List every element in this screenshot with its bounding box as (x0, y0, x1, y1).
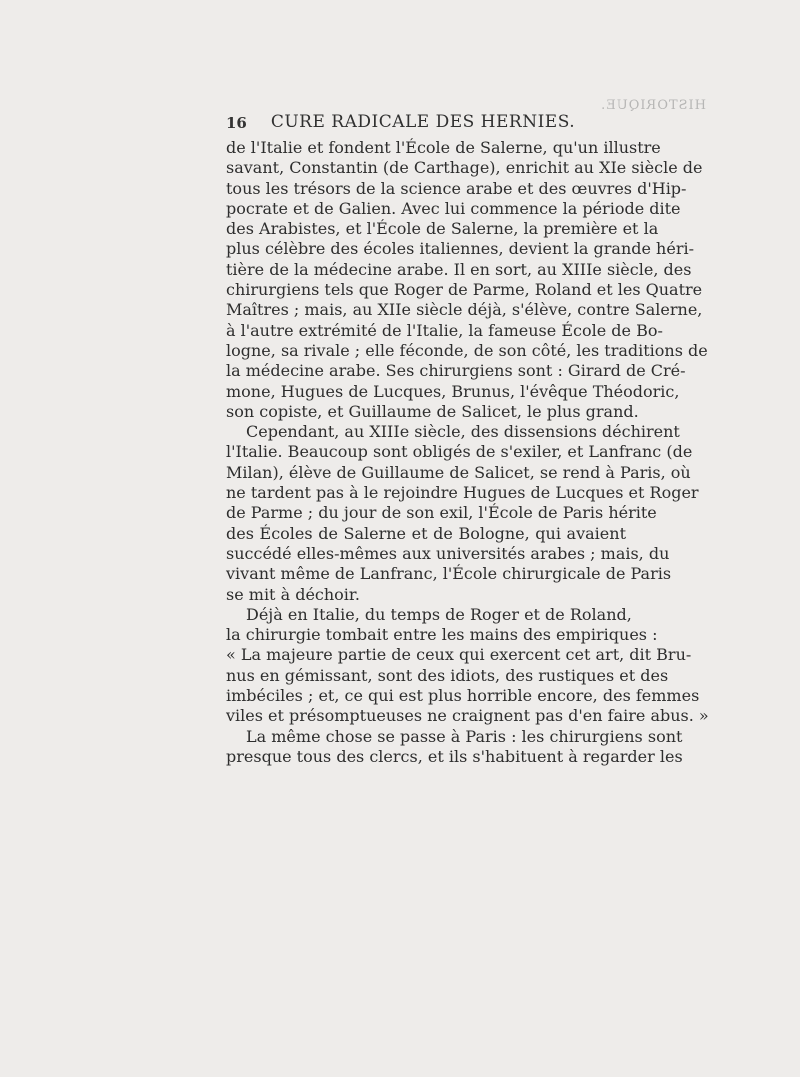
running-head: CURE RADICALE DES HERNIES. (270, 112, 576, 132)
text-line: Cependant, au XIIIe siècle, des dissensions déchirent (246, 422, 680, 442)
text-line: tous les trésors de la science arabe et des œuvres d'Hip- (226, 178, 687, 198)
text-line: viles et présomptueuses ne craignent pas d'en faire abus. » (226, 706, 709, 726)
text-line: succédé elles-mêmes aux universités arabes ; mais, du (226, 543, 670, 563)
text-line: savant, Constantin (de Carthage), enrichit au XIe siècle de (226, 158, 703, 178)
text-line: de l'Italie et fondent l'École de Salerne, qu'un illustre (226, 138, 661, 157)
body-text (226, 138, 709, 767)
text-line: logne, sa rivale ; elle féconde, de son côté, les traditions de (226, 340, 708, 360)
text-line: pocrate et de Galien. Avec lui commence la période dite (226, 198, 681, 218)
text-line: ne tardent pas à le rejoindre Hugues de Lucques et Roger (226, 483, 699, 503)
text-line: Milan), élève de Guillaume de Salicet, se rend à Paris, où (226, 462, 691, 482)
text-line: vivant même de Lanfranc, l'École chirurgicale de Paris (226, 564, 672, 584)
text-line: presque tous des clercs, et ils s'habituent à regarder les (226, 746, 683, 766)
text-line: la médecine arabe. Ses chirurgiens sont : Girard de Cré- (226, 361, 686, 381)
text-line: Maîtres ; mais, au XIIe siècle déjà, s'élève, contre Salerne, (226, 300, 703, 320)
text-line: chirurgiens tels que Roger de Parme, Roland et les Quatre (226, 280, 703, 300)
text-line: se mit à déchoir. (226, 584, 360, 604)
text-line: des Écoles de Salerne et de Bologne, qui avaient (226, 523, 626, 543)
page-number: 16 (226, 114, 247, 132)
text-line: Déjà en Italie, du temps de Roger et de Roland, (246, 604, 632, 624)
text-line: des Arabistes, et l'École de Salerne, la première et la (226, 219, 659, 239)
text-line: plus célèbre des écoles italiennes, devient la grande héri- (226, 239, 694, 259)
text-line: de Parme ; du jour de son exil, l'École de Paris hérite (226, 503, 657, 523)
text-line: son copiste, et Guillaume de Salicet, le plus grand. (226, 401, 639, 421)
text-line: à l'autre extrémité de l'Italie, la fameuse École de Bo- (226, 320, 663, 340)
text-line: tière de la médecine arabe. Il en sort, au XIIIe siècle, des (226, 259, 692, 279)
text-line: nus en gémissant, sont des idiots, des rustiques et des (226, 665, 669, 685)
text-line: imbéciles ; et, ce qui est plus horrible encore, des femmes (226, 686, 700, 706)
text-line: la chirurgie tombait entre les mains des empiriques : (226, 625, 658, 645)
text-line: La même chose se passe à Paris : les chirurgiens sont (246, 726, 683, 746)
text-line: l'Italie. Beaucoup sont obligés de s'exiler, et Lanfranc (de (226, 442, 693, 462)
text-line: mone, Hugues de Lucques, Brunus, l'évêque Théodoric, (226, 381, 680, 401)
text-line: « La majeure partie de ceux qui exercent cet art, dit Bru- (226, 645, 692, 665)
bleed-through-text: HISTORIQUE. (600, 98, 706, 113)
